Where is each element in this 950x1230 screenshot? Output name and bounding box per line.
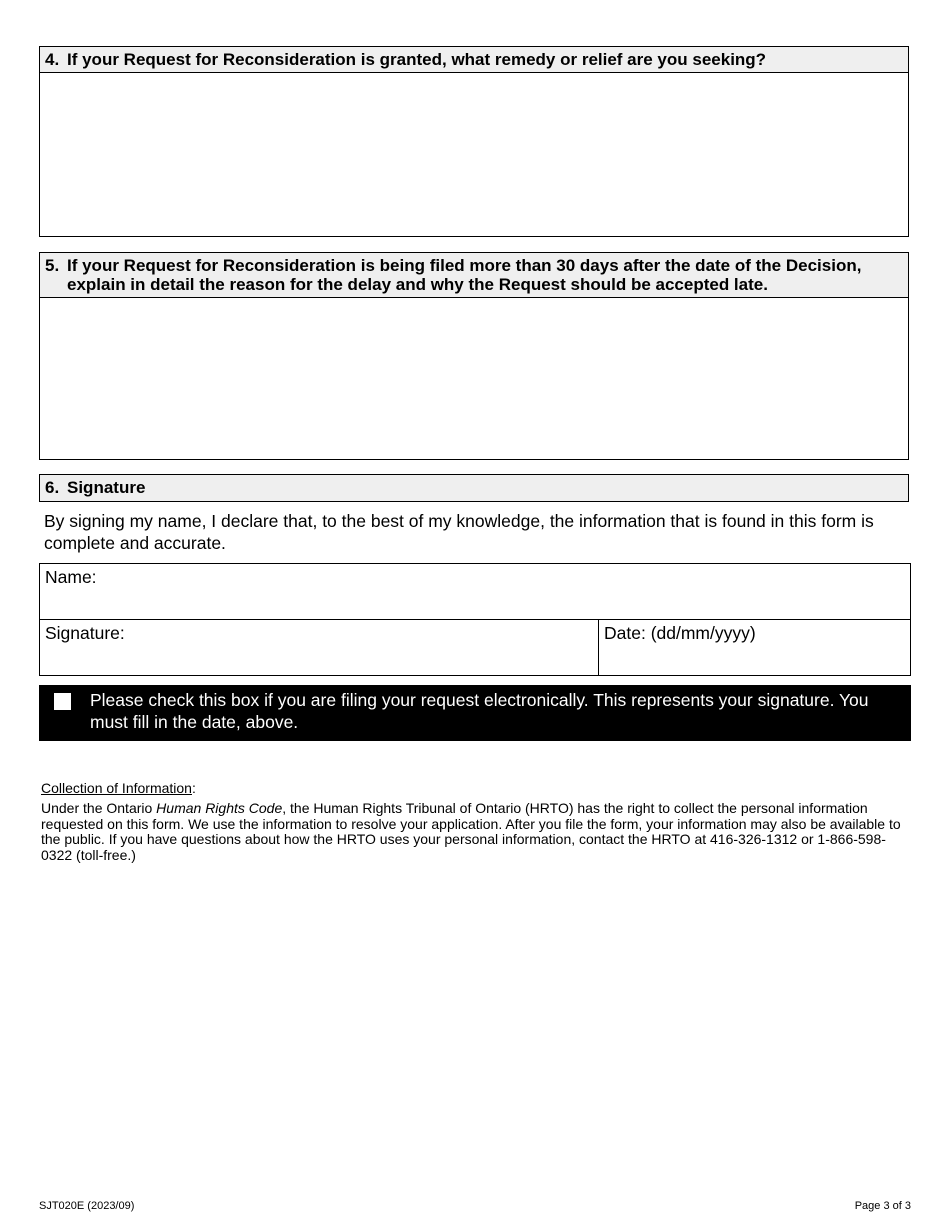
section-5-header bbox=[40, 253, 908, 298]
signature-input[interactable] bbox=[45, 647, 593, 671]
section-6-header bbox=[39, 474, 909, 502]
collection-title-text: Collection of Information bbox=[41, 780, 192, 796]
section-5-title: If your Request for Reconsideration is being filed more than 30 days after the date of the Decision, explain in detail the reason for the delay and why the Request should be accepted late. bbox=[67, 256, 862, 294]
signature-declaration: By signing my name, I declare that, to the best of my knowledge, the information that is found in this form is complete and accurate. bbox=[44, 511, 874, 553]
collection-title-colon: : bbox=[191, 780, 196, 796]
remedy-answer-field[interactable] bbox=[40, 73, 908, 234]
section-4-header bbox=[40, 47, 908, 73]
section-5-number: 5. bbox=[45, 256, 60, 275]
electronic-filing-checkbox[interactable] bbox=[54, 693, 71, 710]
signature-label: Signature: bbox=[45, 623, 125, 643]
collection-body-code: Human Rights Code bbox=[156, 800, 283, 816]
collection-body-rest: , the Human Rights Tribunal of Ontario (HRTO) has the right to collect the personal information requested on this form. We use the information to resolve your application. After you file the form, your information may also be available to the public. If you have questions about how the HRTO uses your personal information, contact the HRTO at 416-326-1312 or 1-866-598-0322 (toll-free.) bbox=[41, 800, 901, 863]
collection-title bbox=[41, 780, 196, 797]
electronic-filing-text: Please check this box if you are filing your request electronically. This represents your signature. You must fill in the date, above. bbox=[90, 690, 869, 732]
form-code: SJT020E (2023/09) bbox=[39, 1200, 135, 1212]
section-6-title: Signature bbox=[67, 478, 146, 497]
collection-body bbox=[41, 801, 909, 863]
section-4-title: If your Request for Reconsideration is granted, what remedy or relief are you seeking? bbox=[67, 50, 767, 69]
electronic-filing-notice bbox=[39, 685, 911, 741]
collection-body-prefix: Under the Ontario bbox=[41, 800, 157, 816]
section-4-number: 4. bbox=[45, 50, 60, 69]
section-6-number: 6. bbox=[45, 478, 60, 497]
date-label: Date: (dd/mm/yyyy) bbox=[604, 623, 756, 643]
date-input[interactable] bbox=[604, 647, 905, 671]
section-5-late-filing bbox=[39, 252, 909, 460]
name-label: Name: bbox=[45, 567, 97, 587]
delay-reason-answer-field[interactable] bbox=[40, 298, 908, 459]
name-cell bbox=[40, 564, 910, 620]
date-cell bbox=[599, 620, 910, 675]
name-input[interactable] bbox=[45, 591, 905, 615]
section-4-remedy bbox=[39, 46, 909, 237]
page-number: Page 3 of 3 bbox=[854, 1200, 911, 1212]
signature-table bbox=[39, 563, 911, 676]
signature-cell bbox=[40, 620, 599, 675]
